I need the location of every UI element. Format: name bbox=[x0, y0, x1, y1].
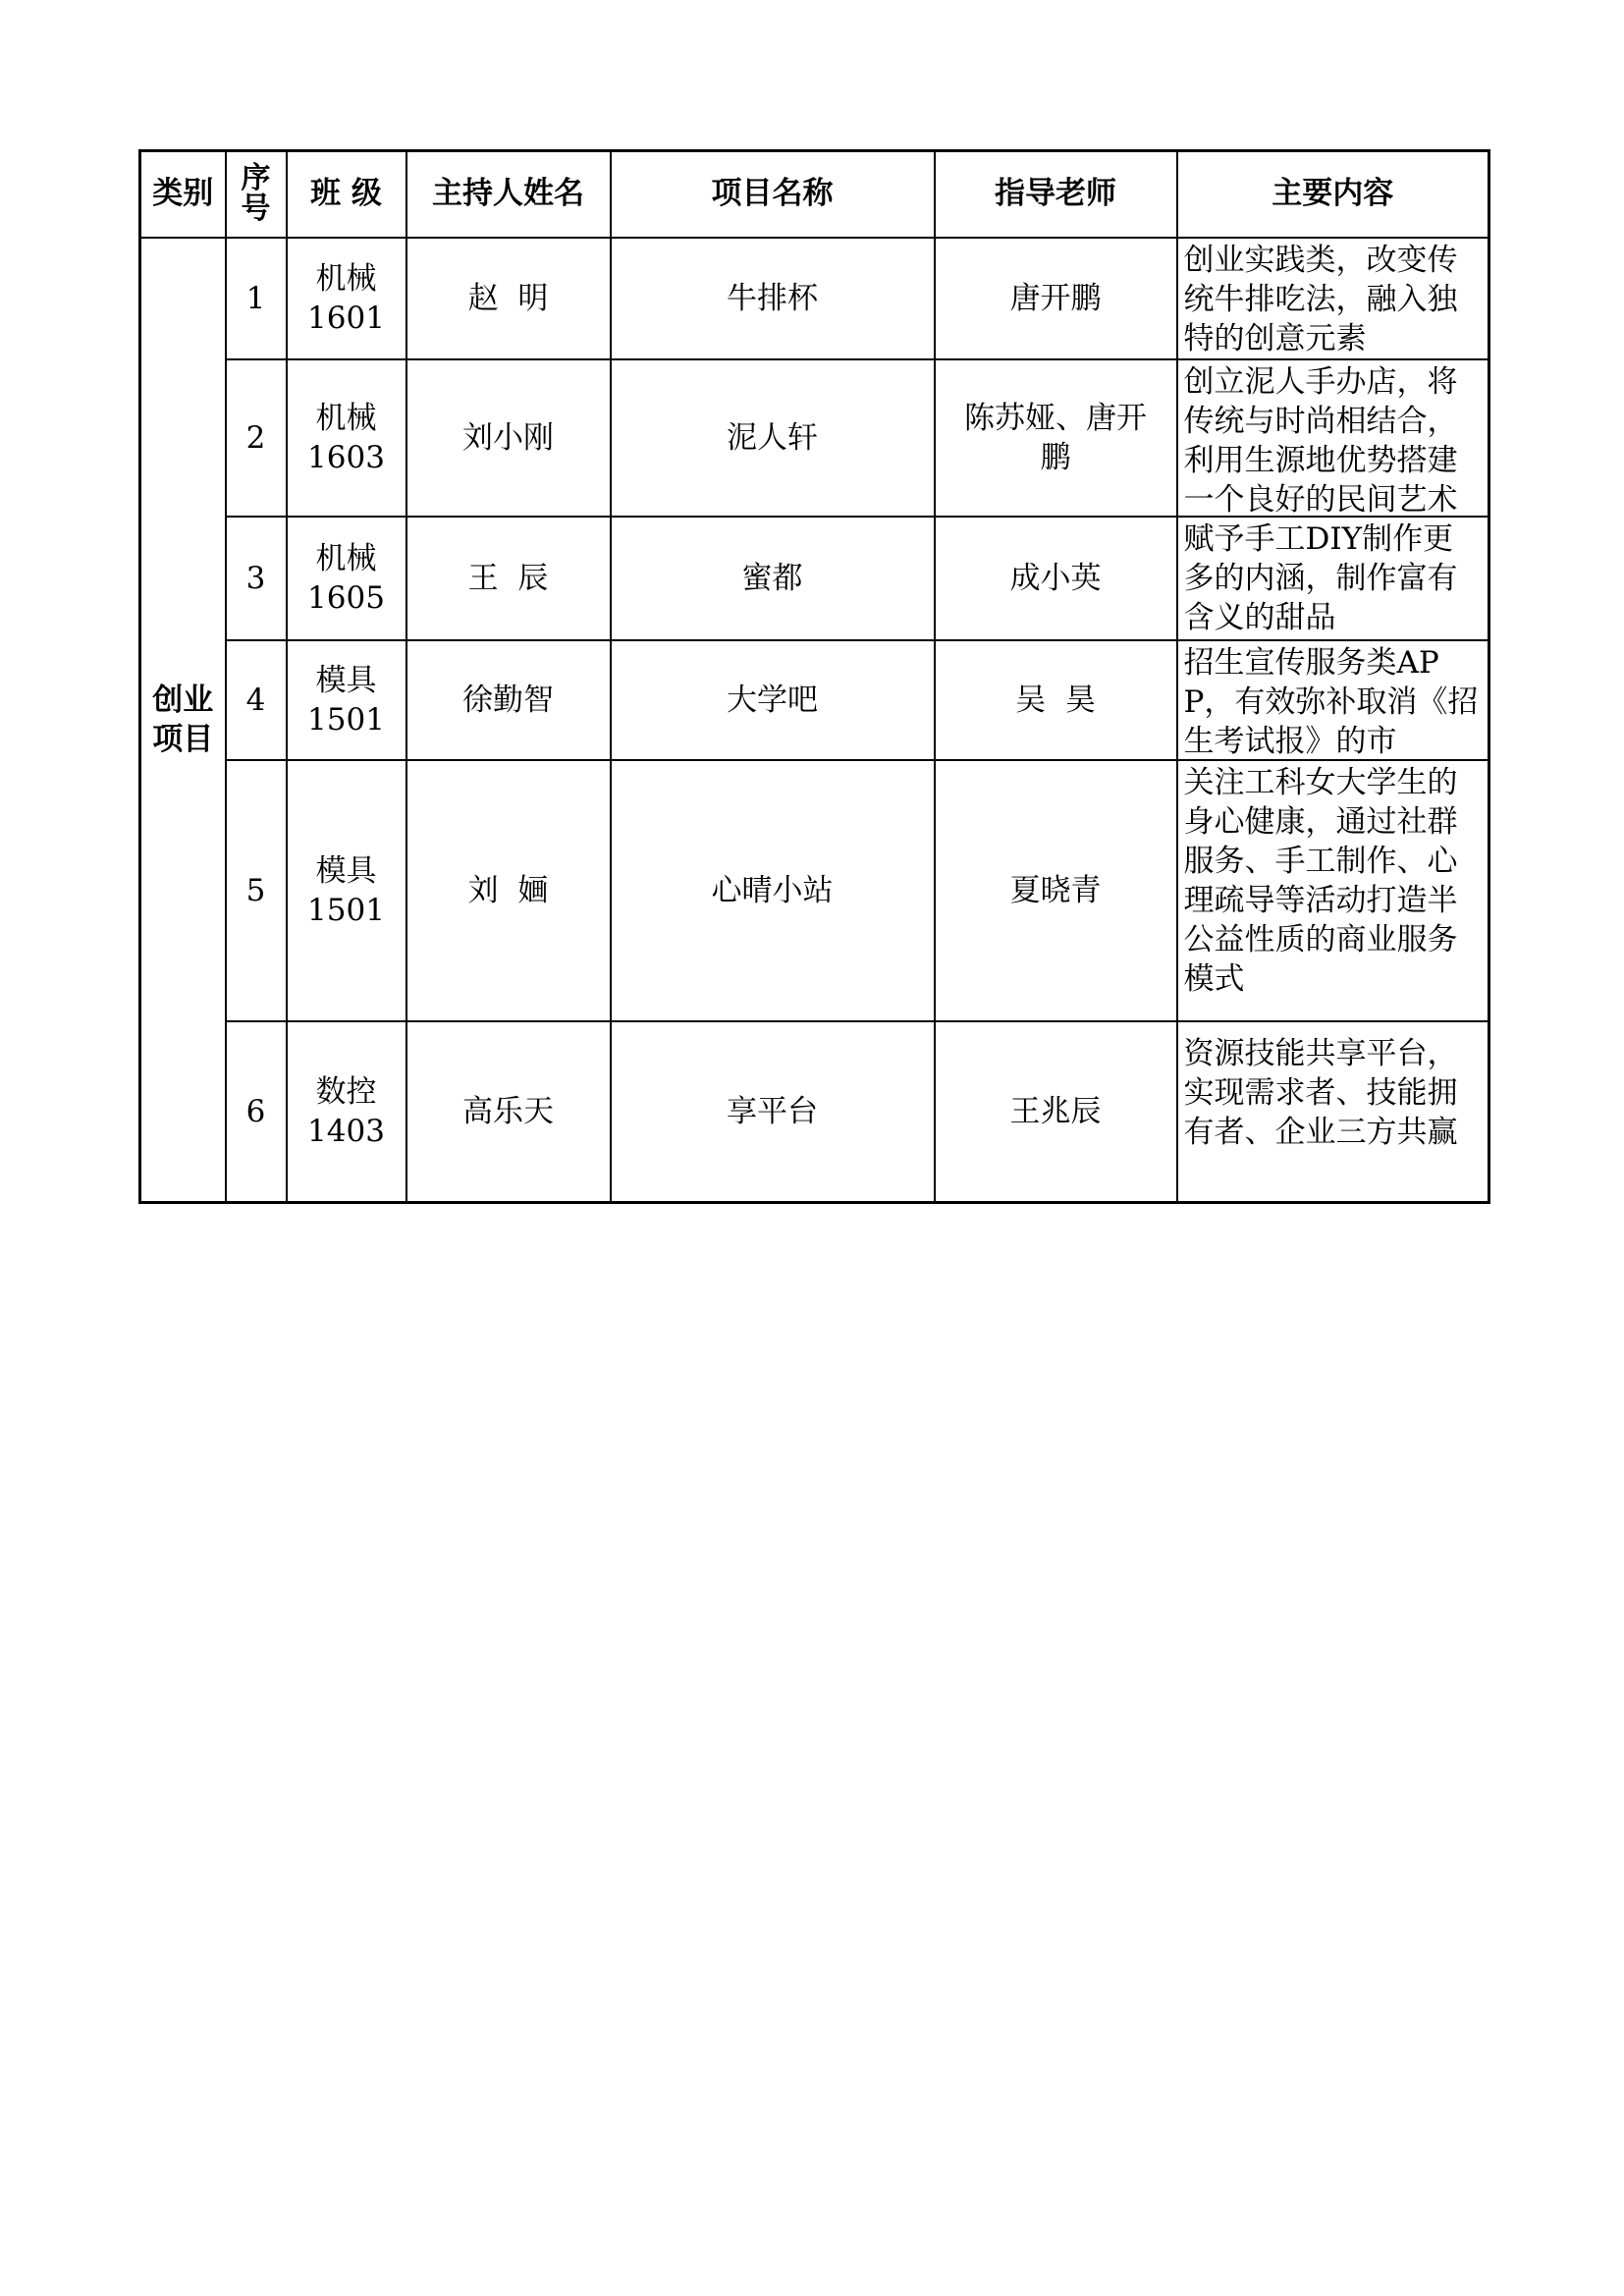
table-row bbox=[140, 517, 1489, 640]
row-content bbox=[1177, 640, 1489, 760]
row-advisor: 唐开鹏 bbox=[935, 238, 1177, 359]
row-leader: 高乐天 bbox=[406, 1021, 611, 1203]
class-code: 1501 bbox=[307, 702, 385, 738]
class-code: 1603 bbox=[307, 440, 385, 475]
row-project: 享平台 bbox=[611, 1021, 935, 1203]
row-leader: 刘 婳 bbox=[406, 760, 611, 1021]
content-text: 资源技能共享平台，实现需求者、技能拥有者、企业三方共赢 bbox=[1183, 1036, 1458, 1150]
table-row bbox=[140, 238, 1489, 359]
content-text: 创业实践类，改变传统牛排吃法，融入独特的创意元素 bbox=[1183, 243, 1458, 356]
row-class bbox=[287, 359, 406, 517]
class-name: 模具 bbox=[315, 662, 377, 698]
row-leader: 刘小刚 bbox=[406, 359, 611, 517]
row-class bbox=[287, 1021, 406, 1203]
category-cell bbox=[140, 238, 226, 1203]
row-project: 大学吧 bbox=[611, 640, 935, 760]
class-name: 机械 bbox=[315, 400, 377, 436]
header-row bbox=[140, 151, 1489, 239]
category-text: 创业项目 bbox=[152, 682, 214, 757]
row-leader: 赵 明 bbox=[406, 238, 611, 359]
class-code: 1501 bbox=[307, 893, 385, 928]
table-row bbox=[140, 640, 1489, 760]
row-project: 牛排杯 bbox=[611, 238, 935, 359]
header-project: 项目名称 bbox=[611, 151, 935, 239]
row-number: 6 bbox=[226, 1021, 287, 1203]
table-row bbox=[140, 760, 1489, 1021]
row-project: 泥人轩 bbox=[611, 359, 935, 517]
header-class: 班 级 bbox=[287, 151, 406, 239]
content-text: 招生宣传服务类APP，有效弥补取消《招生考试报》的市 bbox=[1183, 645, 1479, 759]
class-name: 模具 bbox=[315, 852, 377, 889]
content-text: 创立泥人手办店，将传统与时尚相结合，利用生源地优势搭建一个良好的民间艺术 bbox=[1183, 364, 1458, 516]
class-name: 数控 bbox=[315, 1073, 377, 1110]
header-number bbox=[226, 151, 287, 239]
class-code: 1605 bbox=[307, 580, 385, 616]
row-number: 5 bbox=[226, 760, 287, 1021]
header-content: 主要内容 bbox=[1177, 151, 1489, 239]
content-text: 赋予手工DIY制作更多的内涵，制作富有含义的甜品 bbox=[1183, 521, 1458, 635]
row-content bbox=[1177, 517, 1489, 640]
row-class bbox=[287, 760, 406, 1021]
row-number: 2 bbox=[226, 359, 287, 517]
header-number-text: 序号 bbox=[241, 160, 271, 226]
row-leader: 王 辰 bbox=[406, 517, 611, 640]
row-number: 3 bbox=[226, 517, 287, 640]
row-advisor bbox=[935, 359, 1177, 517]
content-text: 关注工科女大学生的身心健康，通过社群服务、手工制作、心理疏导等活动打造半公益性质的商业服务模式 bbox=[1183, 765, 1458, 997]
row-advisor: 成小英 bbox=[935, 517, 1177, 640]
row-advisor: 吴 昊 bbox=[935, 640, 1177, 760]
advisor-text: 陈苏娅、唐开鹏 bbox=[964, 400, 1147, 475]
row-leader: 徐勤智 bbox=[406, 640, 611, 760]
row-content bbox=[1177, 238, 1489, 359]
header-leader: 主持人姓名 bbox=[406, 151, 611, 239]
class-code: 1601 bbox=[307, 301, 385, 336]
class-name: 机械 bbox=[315, 260, 377, 297]
class-name: 机械 bbox=[315, 540, 377, 576]
row-advisor: 王兆辰 bbox=[935, 1021, 1177, 1203]
row-advisor: 夏晓青 bbox=[935, 760, 1177, 1021]
class-code: 1403 bbox=[307, 1114, 385, 1149]
row-project: 心晴小站 bbox=[611, 760, 935, 1021]
row-class bbox=[287, 517, 406, 640]
row-project: 蜜都 bbox=[611, 517, 935, 640]
row-number: 4 bbox=[226, 640, 287, 760]
row-content bbox=[1177, 359, 1489, 517]
row-content bbox=[1177, 760, 1489, 1021]
row-content bbox=[1177, 1021, 1489, 1203]
row-class bbox=[287, 238, 406, 359]
table-row bbox=[140, 359, 1489, 517]
project-table bbox=[138, 149, 1490, 1204]
row-number: 1 bbox=[226, 238, 287, 359]
header-advisor: 指导老师 bbox=[935, 151, 1177, 239]
header-category: 类别 bbox=[140, 151, 226, 239]
row-class bbox=[287, 640, 406, 760]
table-row bbox=[140, 1021, 1489, 1203]
